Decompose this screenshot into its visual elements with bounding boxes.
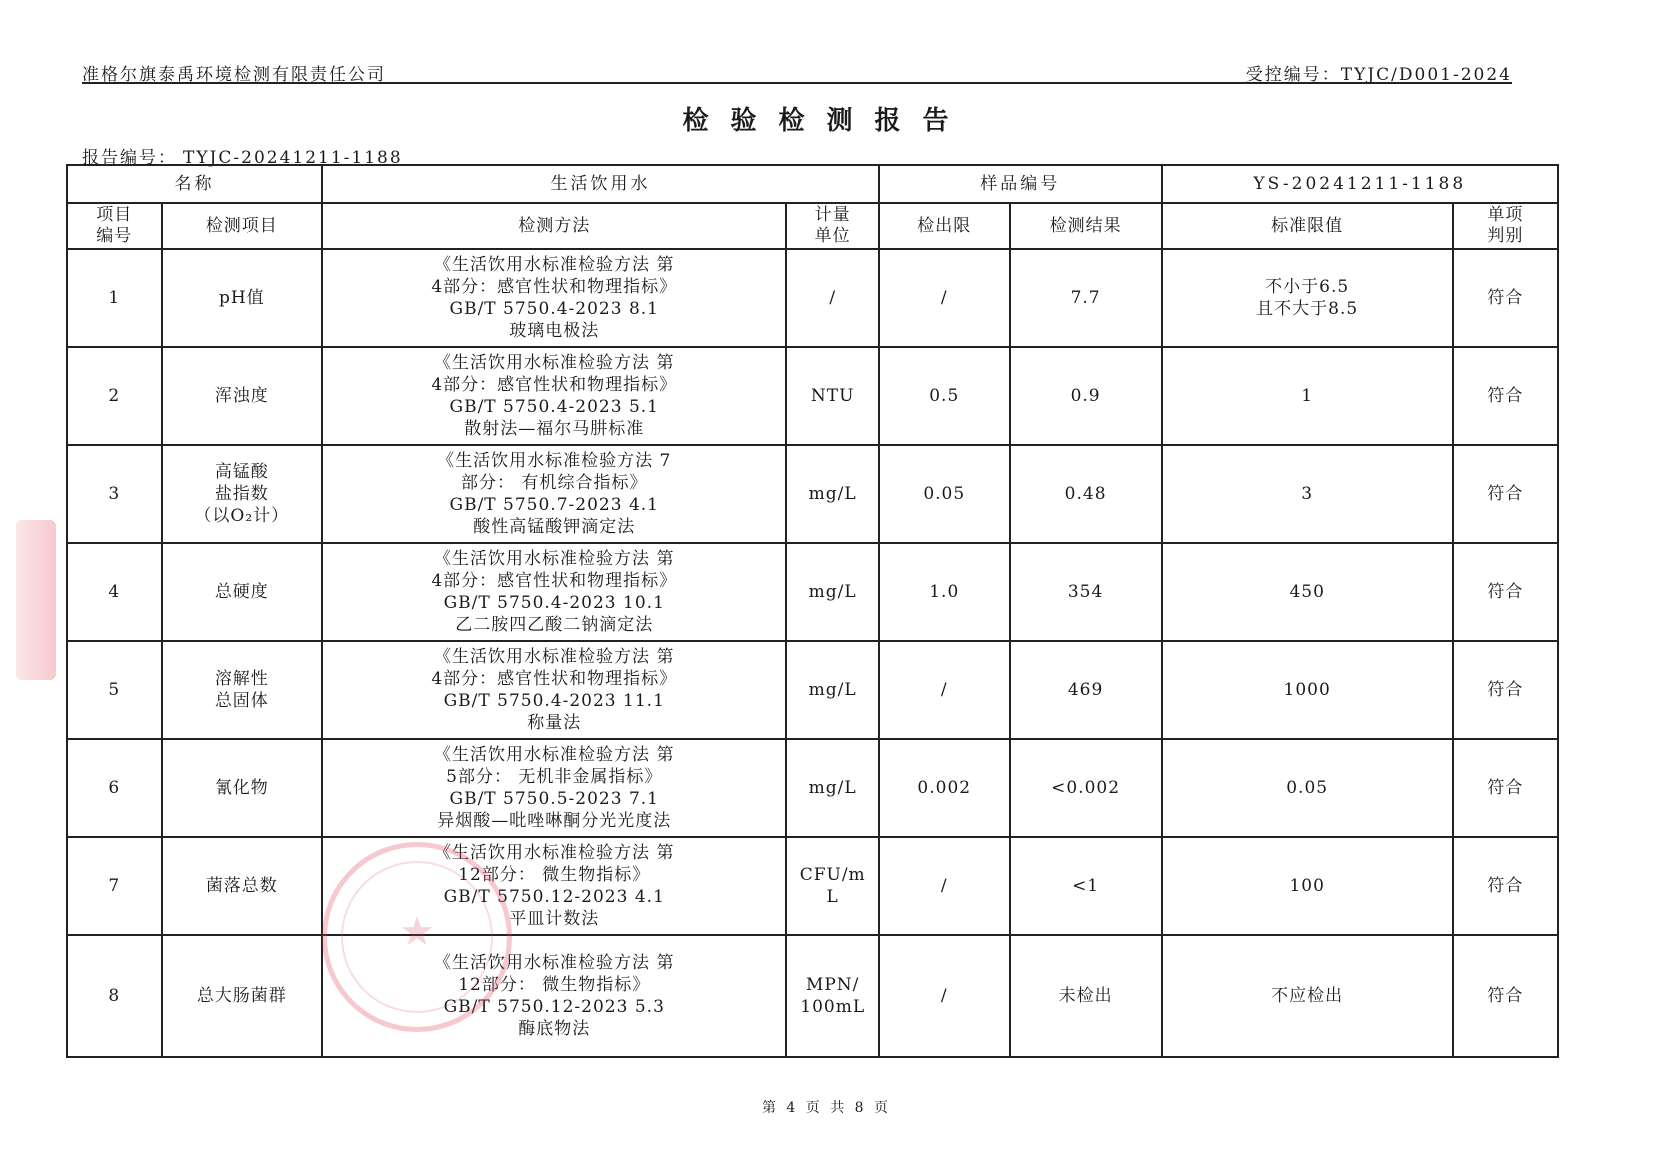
company-name: 准格尔旗泰禹环境检测有限责任公司 (82, 65, 386, 85)
cell-item: 浑浊度 (162, 347, 322, 445)
cell-judge: 符合 (1453, 543, 1558, 641)
cell-unit: mg/L (786, 445, 878, 543)
cell-unit: NTU (786, 347, 878, 445)
cell-item: pH值 (162, 249, 322, 347)
cell-standard: 不应检出 (1162, 935, 1453, 1057)
cell-unit: mg/L (786, 543, 878, 641)
col-header-item: 检测项目 (162, 203, 322, 249)
cell-no: 3 (67, 445, 162, 543)
cell-standard: 不小于6.5 且不大于8.5 (1162, 249, 1453, 347)
table-row (67, 739, 1558, 837)
cell-no: 6 (67, 739, 162, 837)
cell-method: 《生活饮用水标准检验方法 第 4部分：感官性状和物理指标》 GB/T 5750.4-2023 8.1 玻璃电极法 (322, 249, 786, 347)
report-title: 检验检测报告 (682, 106, 971, 136)
cell-standard: 1000 (1162, 641, 1453, 739)
control-number: 受控编号：TYJC/D001-2024 (1245, 65, 1512, 85)
cell-judge: 符合 (1453, 641, 1558, 739)
cell-result: 未检出 (1010, 935, 1162, 1057)
cell-judge: 符合 (1453, 249, 1558, 347)
table-row (67, 445, 1558, 543)
cell-method: 《生活饮用水标准检验方法 第 4部分：感官性状和物理指标》 GB/T 5750.4-2023 10.1 乙二胺四乙酸二钠滴定法 (322, 543, 786, 641)
col-header-no: 项目 编号 (67, 203, 162, 249)
cell-item: 溶解性 总固体 (162, 641, 322, 739)
table-row (67, 249, 1558, 347)
cell-standard: 1 (1162, 347, 1453, 445)
cell-standard: 100 (1162, 837, 1453, 935)
table-row (67, 347, 1558, 445)
cell-result: 469 (1010, 641, 1162, 739)
cell-limit: / (879, 249, 1010, 347)
page-footer: 第 4 页 共 8 页 (761, 1100, 892, 1116)
cell-unit: MPN/ 100mL (786, 935, 878, 1057)
cell-standard: 0.05 (1162, 739, 1453, 837)
col-header-result: 检测结果 (1010, 203, 1162, 249)
cell-standard: 3 (1162, 445, 1453, 543)
cell-result: 7.7 (1010, 249, 1162, 347)
table-row (67, 837, 1558, 935)
cell-item: 总大肠菌群 (162, 935, 322, 1057)
cell-item: 总硬度 (162, 543, 322, 641)
cell-method: 《生活饮用水标准检验方法 第 5部分： 无机非金属指标》 GB/T 5750.5-2023 7.1 异烟酸—吡唑啉酮分光光度法 (322, 739, 786, 837)
cell-no: 5 (67, 641, 162, 739)
page-edge-seal (16, 520, 56, 680)
cell-unit: mg/L (786, 641, 878, 739)
cell-judge: 符合 (1453, 935, 1558, 1057)
sample-id-label: 样品编号 (879, 165, 1162, 203)
cell-judge: 符合 (1453, 347, 1558, 445)
cell-no: 8 (67, 935, 162, 1057)
cell-judge: 符合 (1453, 445, 1558, 543)
test-results-table (66, 164, 1559, 1058)
cell-method: 《生活饮用水标准检验方法 第 12部分： 微生物指标》 GB/T 5750.12-2023 5.3 酶底物法 (322, 935, 786, 1057)
col-header-judge: 单项 判别 (1453, 203, 1558, 249)
cell-no: 1 (67, 249, 162, 347)
sample-id-value: YS-20241211-1188 (1162, 165, 1558, 203)
cell-method: 《生活饮用水标准检验方法 第 4部分：感官性状和物理指标》 GB/T 5750.4-2023 11.1 称量法 (322, 641, 786, 739)
cell-method: 《生活饮用水标准检验方法 第 12部分： 微生物指标》 GB/T 5750.12-2023 4.1 平皿计数法 (322, 837, 786, 935)
cell-method: 《生活饮用水标准检验方法 7 部分： 有机综合指标》 GB/T 5750.7-2023 4.1 酸性高锰酸钾滴定法 (322, 445, 786, 543)
cell-unit: / (786, 249, 878, 347)
table-row (67, 641, 1558, 739)
cell-result: <0.002 (1010, 739, 1162, 837)
table-row (67, 543, 1558, 641)
sample-name-value: 生活饮用水 (322, 165, 879, 203)
cell-no: 7 (67, 837, 162, 935)
cell-judge: 符合 (1453, 837, 1558, 935)
cell-limit: 0.5 (879, 347, 1010, 445)
cell-result: <1 (1010, 837, 1162, 935)
cell-limit: / (879, 837, 1010, 935)
page-header (82, 60, 1512, 84)
col-header-unit: 计量 单位 (786, 203, 878, 249)
cell-limit: / (879, 935, 1010, 1057)
cell-limit: 0.002 (879, 739, 1010, 837)
report-number-value: TYJC-20241211-1188 (183, 148, 403, 168)
cell-standard: 450 (1162, 543, 1453, 641)
cell-limit: / (879, 641, 1010, 739)
cell-unit: CFU/m L (786, 837, 878, 935)
cell-no: 2 (67, 347, 162, 445)
sample-name-label: 名称 (67, 165, 322, 203)
col-header-limit: 检出限 (879, 203, 1010, 249)
report-number-label: 报告编号： (82, 148, 177, 168)
cell-result: 354 (1010, 543, 1162, 641)
cell-item: 氰化物 (162, 739, 322, 837)
cell-limit: 1.0 (879, 543, 1010, 641)
cell-no: 4 (67, 543, 162, 641)
col-header-method: 检测方法 (322, 203, 786, 249)
table-row (67, 935, 1558, 1057)
cell-result: 0.48 (1010, 445, 1162, 543)
cell-item: 高锰酸 盐指数 （以O₂计） (162, 445, 322, 543)
cell-result: 0.9 (1010, 347, 1162, 445)
cell-item: 菌落总数 (162, 837, 322, 935)
cell-limit: 0.05 (879, 445, 1010, 543)
seal-star-icon: ★ (399, 909, 435, 955)
cell-unit: mg/L (786, 739, 878, 837)
cell-method: 《生活饮用水标准检验方法 第 4部分：感官性状和物理指标》 GB/T 5750.4-2023 5.1 散射法—福尔马肼标准 (322, 347, 786, 445)
col-header-standard: 标准限值 (1162, 203, 1453, 249)
cell-judge: 符合 (1453, 739, 1558, 837)
